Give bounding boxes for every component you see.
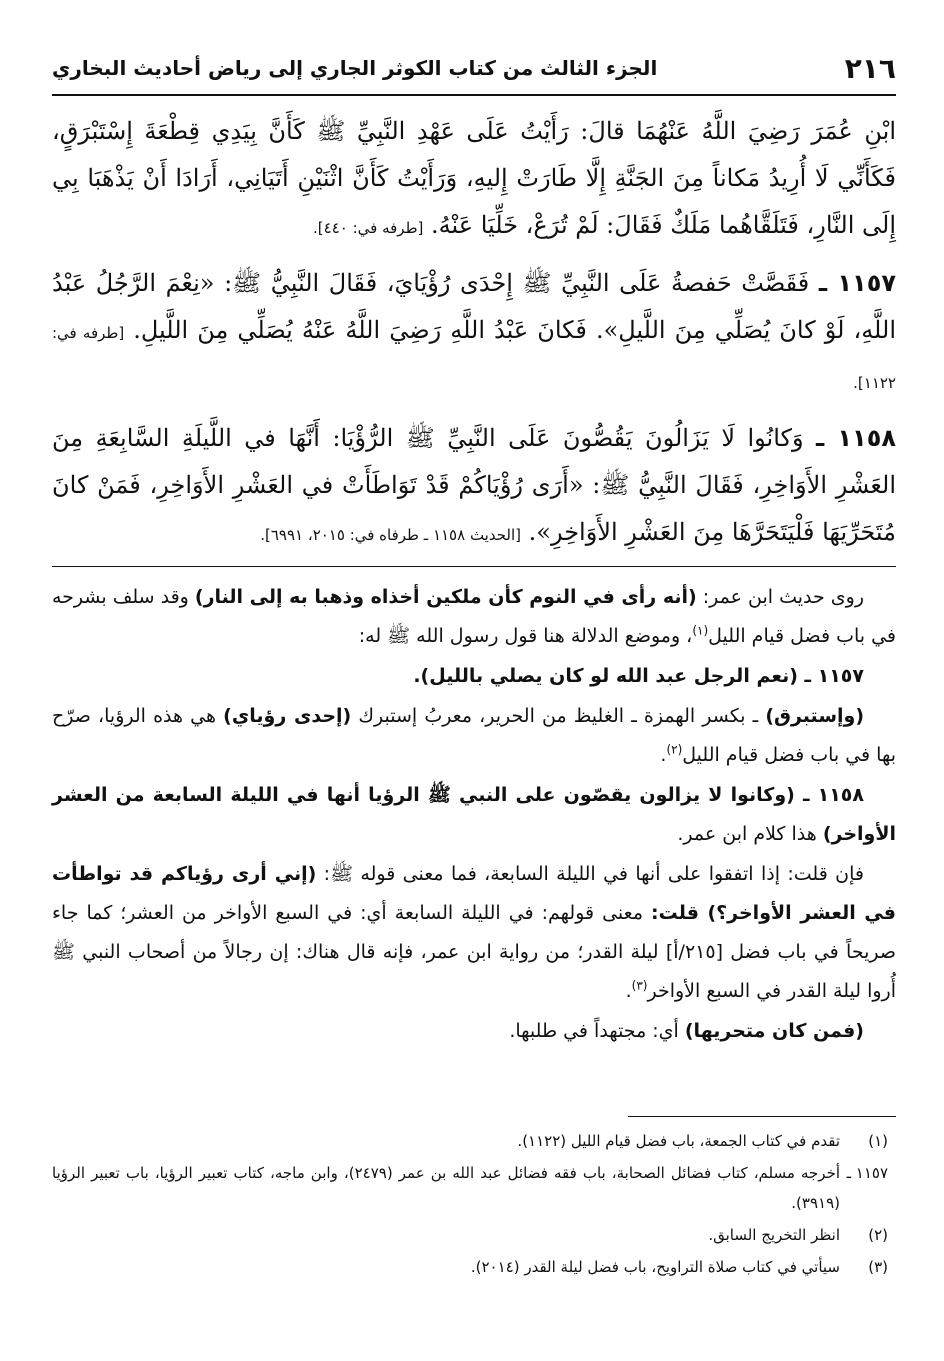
commentary-text: وقد سلف بشرحه في باب فضل قيام الليل: [52, 586, 896, 647]
commentary: [52, 578, 896, 1052]
hadith-body: وَكانُوا لَا يَزَالُونَ يَقُصُّونَ عَلَى النَّبِيِّ ﷺ الرُّؤْيَا: أَنَّهَا في اللَّيلَةِ السَّابِعَةِ مِنَ العَشْرِ الأَوَاخِرِ، فَقَالَ النَّبِيُّ ﷺ: «أَرَى رُؤْيَاكُمْ قَدْ تَوَاطَأَتْ في العَشْرِ الأَوَاخِرِ، فَمَنْ كانَ مُتَحَرِّيَهَا فَلْيَتَحَرَّهَا مِنَ العَشْرِ الأَوَاخِرِ».: [52, 424, 896, 546]
commentary-text: فإن قلت: إذا اتفقوا على أنها في الليلة السابعة، فما معنى قوله ﷺ:: [316, 863, 864, 885]
footnote: [52, 1158, 888, 1218]
commentary-text: معنى قولهم: في الليلة السابعة أي: في السبع الأواخر من العشر؛ كما جاء صريحاً في باب فضل [٢١٥/أ] ليلة القدر؛ من رواية ابن عمر، فإنه قال هناك: إن رجالاً من أصحاب النبي ﷺ أُروا ليلة القدر في السبع الأواخر: [52, 902, 896, 1002]
commentary-quote: (وإستبرق): [765, 705, 865, 727]
footnote-text: انظر التخريج السابق.: [708, 1226, 840, 1244]
hadith-paragraph: [52, 260, 896, 407]
footnote-ref[interactable]: (١): [692, 623, 709, 638]
commentary-paragraph: [52, 697, 896, 775]
commentary-quote: (إني أرى رؤياكم قد تواطأت في العشر الأواخر؟) قلت:: [52, 863, 896, 924]
hadith-body: ابْنِ عُمَرَ رَضِيَ اللَّهُ عَنْهُمَا قالَ: رَأَيْتُ عَلَى عَهْدِ النَّبِيِّ ﷺ كَأَنَّ بِيَدِي قِطْعَةَ إِسْتَبْرَقٍ، فَكَأَنِّي لَا أُرِيدُ مَكاناً مِنَ الجَنَّةِ إِلَّا طَارَتْ إِليهِ، وَرَأَيْتُ كَأَنَّ اثْنَيْنِ أَتَيَانِي، أَرَادَا أَنْ يَذْهَبَا بِي إِلَى النَّارِ، فَتَلَقَّاهُما مَلَكٌ فَقَالَ: لَمْ تُرَعْ، خَلِّيَا عَنْهُ.: [52, 117, 896, 239]
footnote-text: سيأتي في كتاب صلاة التراويح، باب فضل ليلة القدر (٢٠١٤).: [470, 1258, 840, 1276]
commentary-text: أي: مجتهداً في طلبها.: [509, 1020, 685, 1042]
footnote-mark: ١١٥٧ ـ: [846, 1164, 889, 1182]
hadith-text: [52, 108, 896, 567]
hadith-reference: [طرفه في: ١١٢٢].: [52, 324, 896, 392]
footnote-divider: [628, 1116, 896, 1117]
footnote: [52, 1126, 888, 1156]
footnote: [52, 1252, 888, 1282]
commentary-paragraph: [52, 776, 896, 854]
commentary-text: روى حديث ابن عمر:: [696, 586, 865, 608]
commentary-quote: (فمن كان متحريها): [684, 1020, 864, 1042]
commentary-paragraph: [52, 1012, 896, 1051]
hadith-number: ١١٥٨ ـ: [816, 424, 896, 452]
header-rule: [52, 94, 896, 96]
running-title: الجزء الثالث من كتاب الكوثر الجاري إلى رياض أحاديث البخاري: [52, 56, 658, 80]
footnote-text: أخرجه مسلم، كتاب فضائل الصحابة، باب فقه فضائل عبد الله بن عمر (٢٤٧٩)، وابن ماجه، كتاب تعبير الرؤيا، باب تعبير الرؤيا (٣٩١٩).: [52, 1164, 841, 1212]
footnote-mark: (٣): [868, 1258, 888, 1276]
hadith-paragraph: [52, 415, 896, 559]
commentary-text: .: [625, 980, 632, 1002]
commentary-text: ، وموضع الدلالة هنا قول رسول الله ﷺ له:: [358, 625, 693, 647]
page-header: [52, 44, 896, 92]
hadith-reference: [طرفه في: ٤٤٠].: [313, 219, 424, 237]
commentary-quote: ١١٥٨ ـ (وكانوا لا يزالون يقصّون على النبي ﷺ الرؤيا أنها في الليلة السابعة من العشر الأواخر): [52, 784, 896, 845]
footnote-ref[interactable]: (٢): [666, 742, 683, 757]
commentary-text: .: [660, 744, 667, 766]
commentary-text: ـ بكسر الهمزة ـ الغليظ من الحرير، معربُ إستبرك: [351, 705, 766, 727]
footnote-text: تقدم في كتاب الجمعة، باب فضل قيام الليل (١١٢٢).: [517, 1132, 840, 1150]
commentary-paragraph: [52, 855, 896, 1011]
footnote-ref[interactable]: (٣): [631, 978, 648, 993]
hadith-body: فَقَصَّتْ حَفصةُ عَلَى النَّبِيِّ ﷺ إِحْدَى رُؤْيَايَ، فَقَالَ النَّبِيُّ ﷺ: «نِعْمَ الرَّجُلُ عَبْدُ اللَّهِ، لَوْ كانَ يُصَلِّي مِنَ اللَّيلِ». فَكانَ عَبْدُ اللَّهِ رَضِيَ اللَّهُ عَنْهُ يُصَلِّي مِنَ اللَّيلِ.: [52, 269, 896, 344]
footnote-mark: (١): [868, 1132, 888, 1150]
footnote: [52, 1220, 888, 1250]
commentary-text: هي هذه الرؤيا، صرّح بها في باب فضل قيام الليل: [52, 705, 896, 766]
section-divider: [52, 566, 896, 567]
page-number: ٢١٦: [844, 51, 896, 85]
commentary-text: هذا كلام ابن عمر.: [677, 823, 823, 845]
commentary-heading: ١١٥٧ ـ (نعم الرجل عبد الله لو كان يصلي بالليل).: [413, 665, 864, 687]
hadith-reference: [الحديث ١١٥٨ ـ طرفاه في: ٢٠١٥، ٦٩٩١].: [260, 526, 521, 544]
footnotes: [52, 1126, 888, 1284]
commentary-quote: (أنه رأى في النوم كأن ملكين أخذاه وذهبا به إلى النار): [194, 586, 697, 608]
commentary-quote: (إحدى رؤياي): [223, 705, 352, 727]
hadith-number: ١١٥٧ ـ: [818, 269, 896, 297]
hadith-paragraph: [52, 108, 896, 252]
footnote-mark: (٢): [868, 1226, 888, 1244]
commentary-paragraph: [52, 578, 896, 656]
